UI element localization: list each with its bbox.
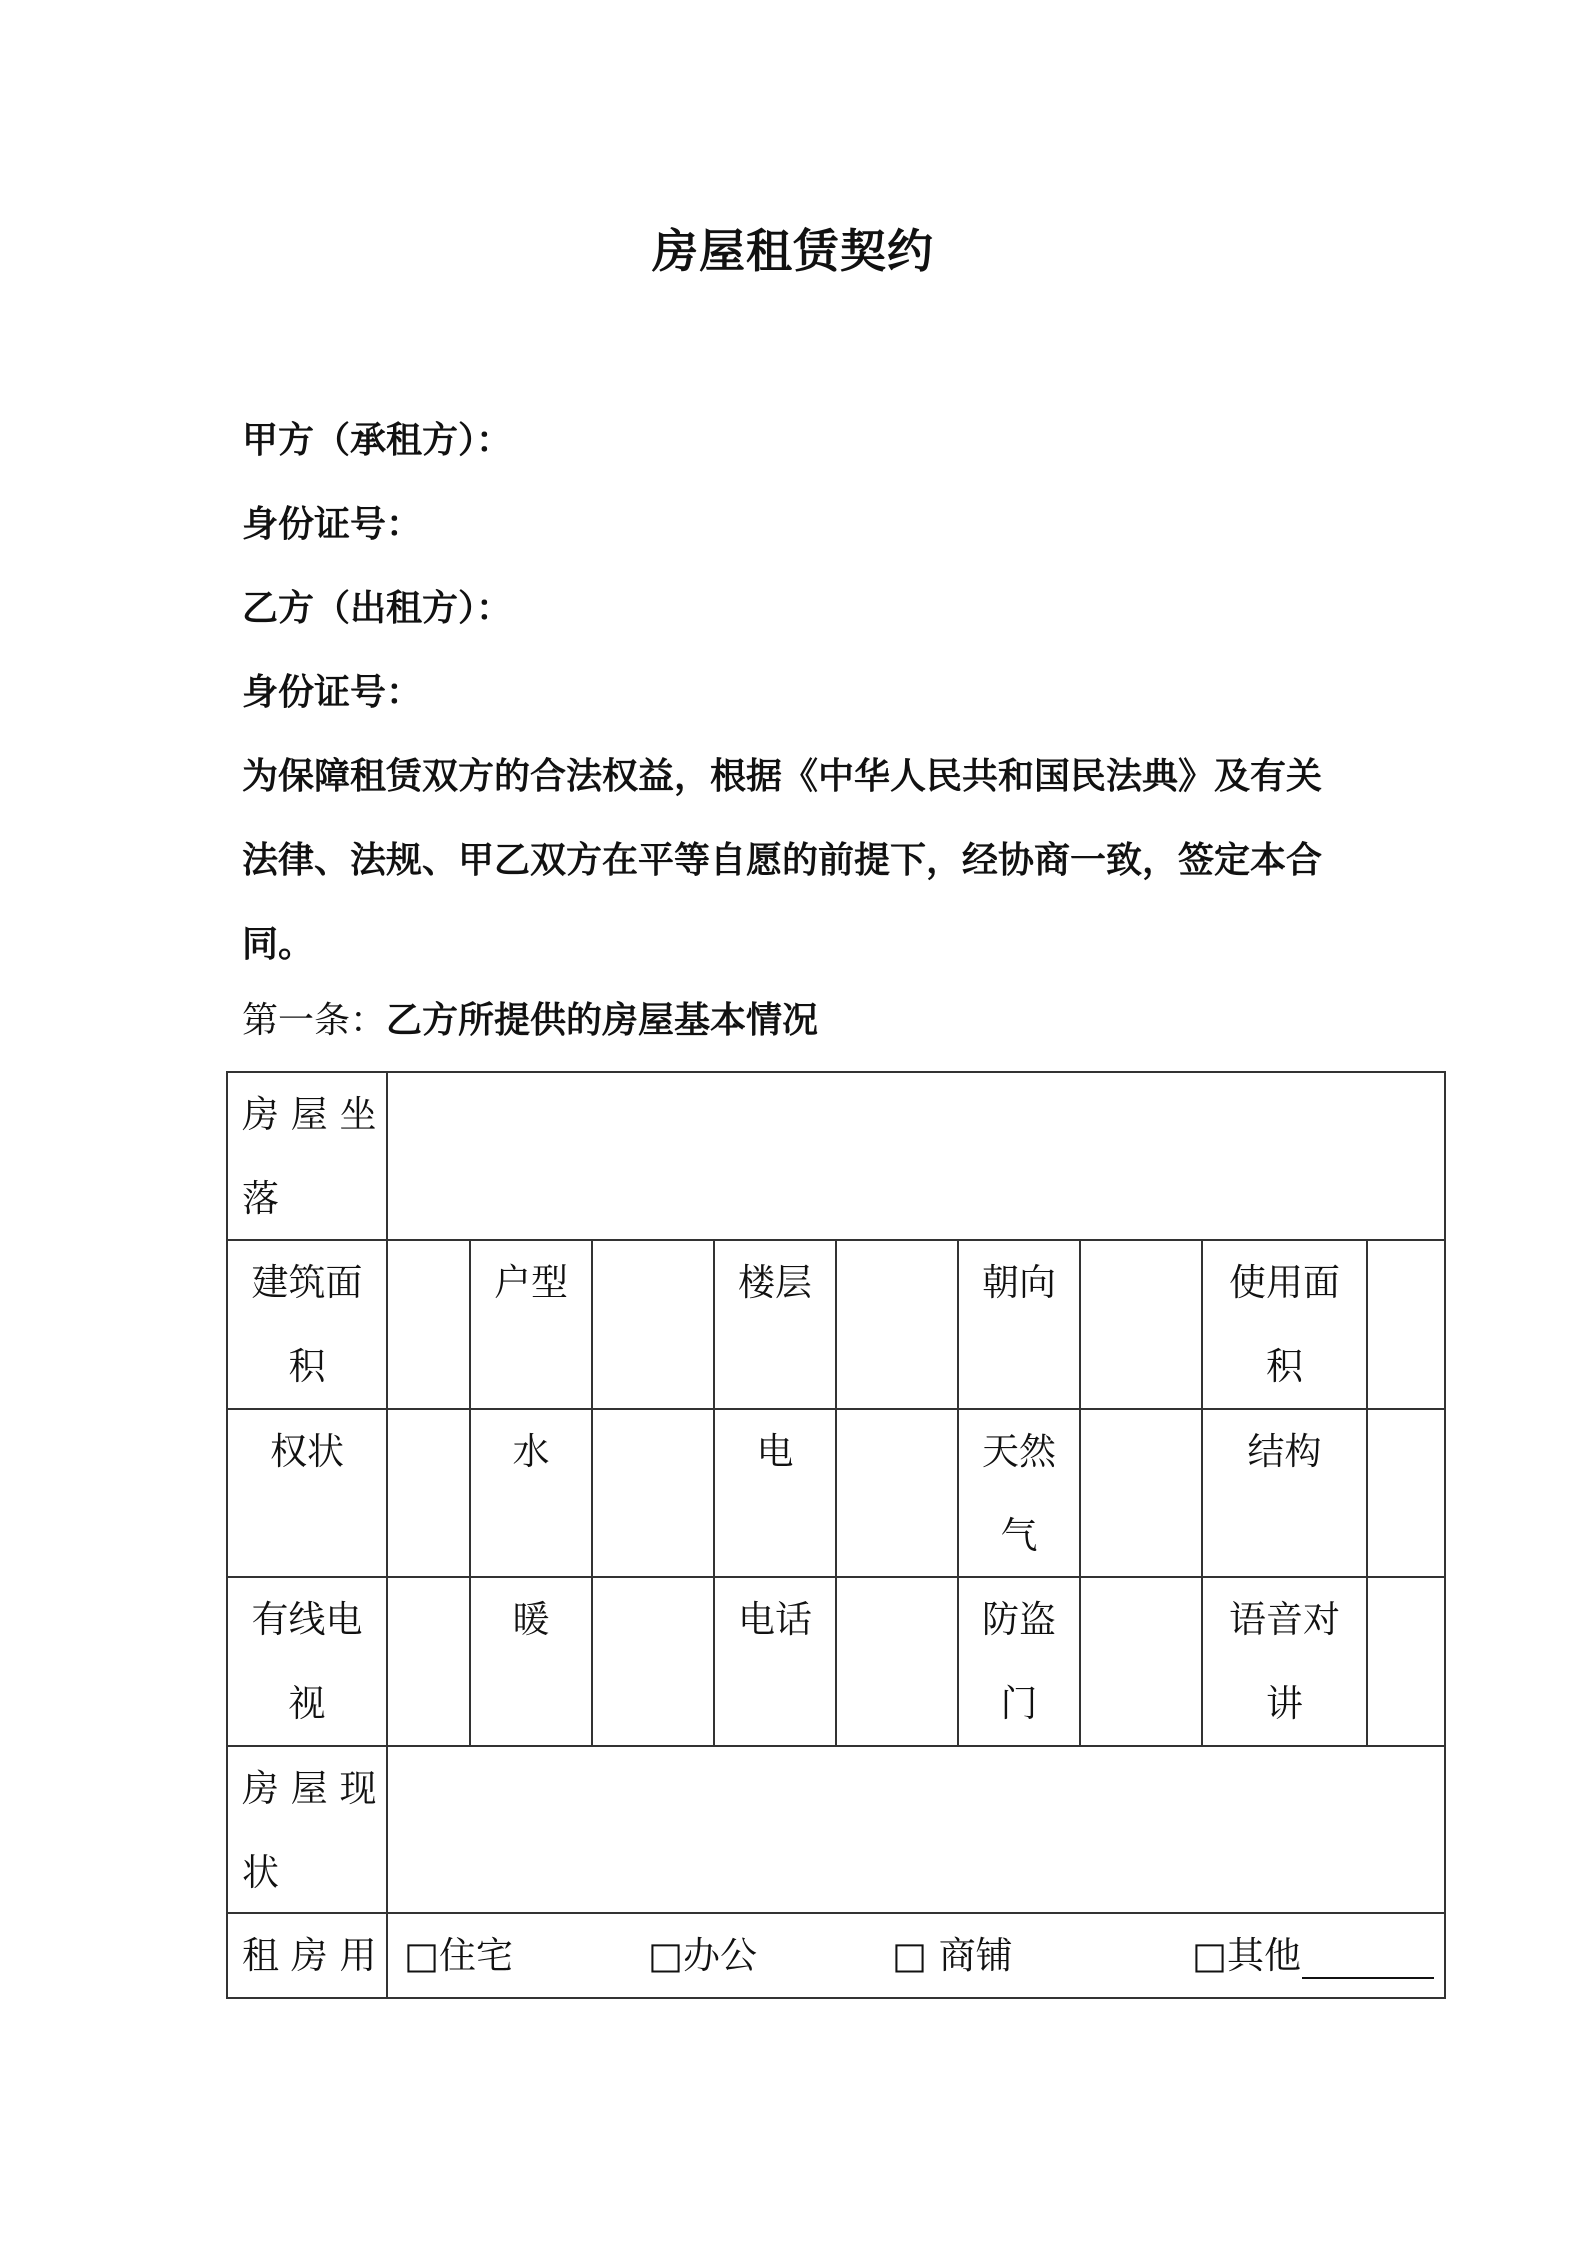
section-1-number: 第一条： xyxy=(242,1000,387,1041)
label-location: 房 屋 坐 落 xyxy=(242,1093,377,1220)
preamble-line: 同。 xyxy=(242,924,315,965)
label-water: 水 xyxy=(512,1430,550,1473)
party-b-id-label: 身份证号： xyxy=(242,672,423,713)
party-b-label: 乙方（出租方）： xyxy=(242,588,513,629)
label-condition: 房 屋 现 状 xyxy=(242,1767,377,1894)
label-usable-area: 使用面 积 xyxy=(1229,1261,1340,1388)
label-natural-gas: 天然 气 xyxy=(982,1430,1056,1557)
document-title: 房屋租赁契约 xyxy=(652,224,934,278)
label-usage: 租 房 用 xyxy=(242,1934,377,1977)
other-usage-blank[interactable] xyxy=(1302,1977,1434,1979)
label-cable-tv: 有线电 视 xyxy=(251,1598,363,1725)
section-1-title: 乙方所提供的房屋基本情况 xyxy=(386,1000,819,1041)
label-title-status: 权状 xyxy=(270,1430,344,1473)
label-orientation: 朝向 xyxy=(982,1261,1056,1304)
checkbox-office[interactable]: □办公 xyxy=(648,1934,757,1977)
checkbox-shop[interactable]: □ 商铺 xyxy=(892,1934,1013,1977)
table-col-divider xyxy=(1079,1239,1081,1745)
table-col-divider xyxy=(591,1239,593,1745)
label-structure: 结构 xyxy=(1247,1430,1322,1473)
label-electricity: 电 xyxy=(756,1430,794,1473)
party-a-id-label: 身份证号： xyxy=(242,504,423,545)
label-telephone: 电话 xyxy=(738,1598,812,1641)
checkbox-other[interactable]: □其他 xyxy=(1192,1934,1301,1977)
checkbox-residential[interactable]: □住宅 xyxy=(404,1934,513,1977)
table-col-divider xyxy=(1366,1239,1368,1745)
label-intercom: 语音对 讲 xyxy=(1229,1598,1340,1725)
section-1-heading xyxy=(242,992,818,1043)
label-floor: 楼层 xyxy=(738,1261,812,1304)
label-security-door: 防盗 门 xyxy=(982,1598,1056,1725)
table-col-divider xyxy=(835,1239,837,1745)
preamble-line: 法律、法规、甲乙双方在平等自愿的前提下，经协商一致，签定本合 xyxy=(242,840,1323,881)
label-building-area: 建筑面 积 xyxy=(251,1261,363,1388)
preamble-line: 为保障租赁双方的合法权益，根据《中华人民共和国民法典》及有关 xyxy=(242,756,1323,797)
property-info-table xyxy=(226,1071,1446,1999)
label-layout: 户型 xyxy=(494,1261,568,1304)
party-a-label: 甲方（承租方）： xyxy=(242,420,513,461)
label-heating: 暖 xyxy=(512,1598,550,1641)
table-col-divider xyxy=(386,1073,388,1997)
